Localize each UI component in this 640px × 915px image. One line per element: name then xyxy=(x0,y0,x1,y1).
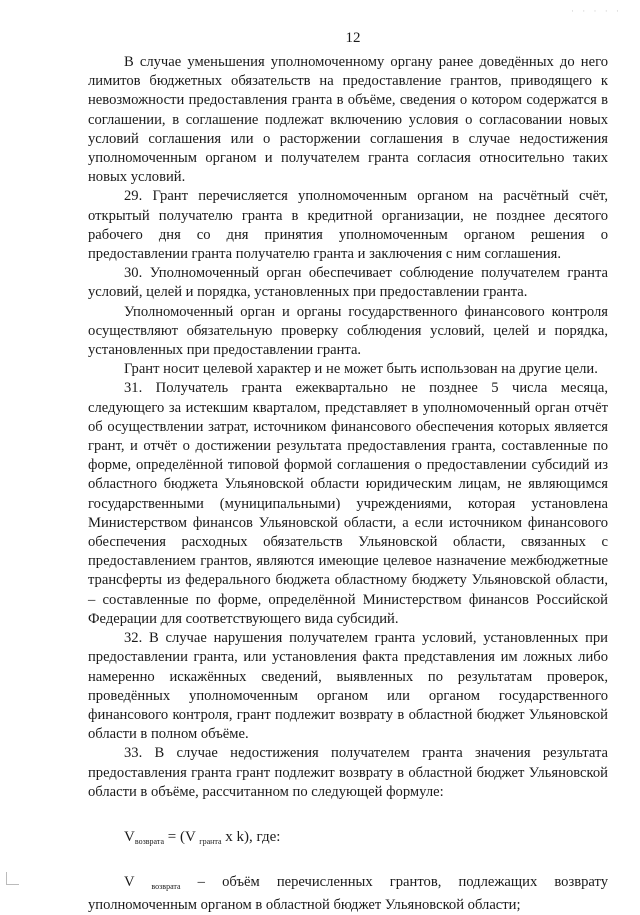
formula-v: V xyxy=(124,828,135,845)
paragraph-30: 30. Уполномоченный орган обеспечивает соблюдение получателем гранта условий, целей и порядка, установленных при предоставлении гранта. xyxy=(88,265,608,301)
return-formula xyxy=(88,828,608,851)
paragraph-control-bodies: Уполномоченный орган и органы государственного финансового контроля осуществляют обязательную проверку соблюдения условий, целей и порядка, установленных при предоставлении гранта. xyxy=(88,303,608,359)
paragraph-31: 31. Получатель гранта ежеквартально не позднее 5 числа месяца, следующего за истекшим кварталом, представляет в уполномоченный орган отчёт об осуществлении затрат, источником финансового обеспечения которых является грант, и отчёт о достижении результата предоставления гранта, составленные по форме, определённой типовой формой соглашения о предоставлении субсидий из областного бюджета Ульяновской области юридическим лицам, не являющимся государственными (муниципальными) учреждениями, которая установлена Министерством финансов Ульяновской области, а если источником финансового обеспечения расходных обязательств Ульяновской области, связанных с предоставлением грантов, являются имеющие целевое назначение межбюджетные трансферты из федерального бюджета областному бюджету Ульяновской области, – составленные по форме, определённой Министерством финансов Российской Федерации для соответствующего вида субсидий. xyxy=(88,380,608,627)
paragraph-32: 32. В случае нарушения получателем гранта условий, установленных при предоставлении гранта, или установления факта представления им ложных либо намеренно искажённых сведений, выявленных по результатам проверок, проведённых уполномоченным органом или органом государственного финансового контроля, грант подлежит возврату в областной бюджет Ульяновской области в полном объёме. xyxy=(88,630,608,743)
document-page xyxy=(88,30,608,915)
definition-sub: возврата xyxy=(151,881,181,891)
paragraph-29: 29. Грант перечисляется уполномоченным органом на расчётный счёт, открытый получателю гранта в кредитной организации, не позднее десятого рабочего дня со дня принятия уполномоченным органом решения о предоставлении гранта получателю гранта и заключения с ним соглашения. xyxy=(88,188,608,263)
scan-corner-mark xyxy=(6,872,19,885)
formula-sub-grant: гранта xyxy=(199,836,222,846)
page-number: 12 xyxy=(345,30,361,46)
paragraph-33: 33. В случае недостижения получателем гранта значения результата предоставления гранта грант подлежит возврату в областной бюджет Ульяновской области в объёме, рассчитанном по следующей формуле: xyxy=(88,745,608,800)
formula-sub-return: возврата xyxy=(134,836,164,846)
definition-text: – объём перечисленных грантов, подлежащих возврату уполномоченным органом в областной бюджет Ульяновской области; xyxy=(88,873,608,914)
definition-v-return xyxy=(88,873,608,915)
paragraph-target-purpose: Грант носит целевой характер и не может быть использован на другие цели. xyxy=(124,361,598,378)
formula-tail: x k), где: xyxy=(221,828,281,845)
paragraph-grant-limit-reduction: В случае уменьшения уполномоченному органу ранее доведённых до него лимитов бюджетных обязательств на предоставление грантов, приводящего к невозможности предоставления гранта в объёме, сведения о котором содержатся в соглашении, в соглашение подлежат включению условия о согласовании новых условий соглашения или о расторжении соглашения в случае недостижения уполномоченным органом и получателем гранта согласия относительно таких новых условий. xyxy=(88,54,608,186)
definition-v: V xyxy=(124,873,135,890)
formula-eq: = (V xyxy=(164,828,200,845)
scan-artifact-dots: · · · · · xyxy=(571,6,622,16)
